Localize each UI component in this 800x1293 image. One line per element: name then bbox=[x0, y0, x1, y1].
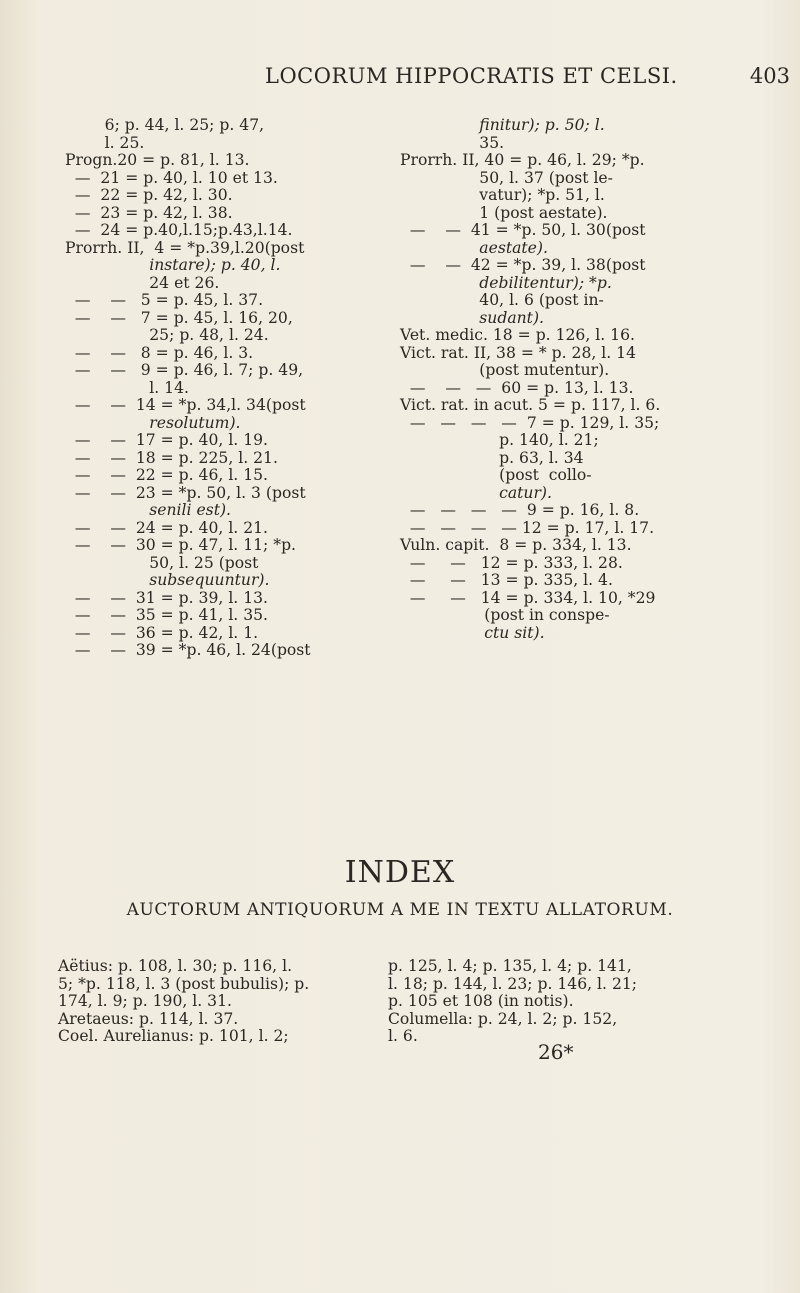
index-line: — — 17 = p. 40, l. 19. bbox=[65, 431, 269, 449]
index-line: aestate). bbox=[400, 238, 548, 257]
index-heading: INDEX bbox=[344, 855, 456, 890]
index-line: — — 42 = *p. 39, l. 38(post bbox=[400, 256, 646, 274]
index-line: — — 9 = p. 46, l. 7; p. 49, bbox=[65, 361, 304, 379]
index-line: — 24 = p.40,l.15;p.43,l.14. bbox=[65, 221, 293, 239]
index-line: 50, l. 25 (post bbox=[65, 553, 259, 572]
author-entry-line: l. 6. bbox=[388, 1027, 418, 1045]
index-line: — — 13 = p. 335, l. 4. bbox=[400, 571, 613, 589]
index-line: p. 140, l. 21; bbox=[400, 431, 599, 449]
index-line: (post collo- bbox=[400, 466, 592, 484]
index-line: finitur); p. 50; l. bbox=[400, 116, 605, 134]
index-line: — — 41 = *p. 50, l. 30(post bbox=[400, 221, 646, 239]
index-line: — — 30 = p. 47, l. 11; *p. bbox=[65, 536, 297, 554]
right-index-column bbox=[400, 117, 795, 642]
index-line: — — 23 = *p. 50, l. 3 (post bbox=[65, 483, 306, 502]
header-title: LOCORUM HIPPOCRATIS ET CELSI. bbox=[265, 64, 678, 88]
index-line: debilitentur); *p. bbox=[400, 273, 612, 292]
index-line: — — 7 = p. 45, l. 16, 20, bbox=[65, 308, 293, 327]
author-entry-line: Columella: p. 24, l. 2; p. 152, bbox=[388, 1009, 618, 1028]
index-line: resolutum). bbox=[65, 413, 241, 432]
index-line: — — 14 = p. 334, l. 10, *29 bbox=[400, 588, 656, 607]
index-line: l. 14. bbox=[65, 378, 189, 397]
authors-right-column bbox=[388, 958, 788, 1046]
index-line: 40, l. 6 (post in- bbox=[400, 291, 604, 309]
index-line: — — 24 = p. 40, l. 21. bbox=[65, 518, 269, 537]
index-line: — — 18 = p. 225, l. 21. bbox=[65, 448, 278, 467]
index-line: 35. bbox=[400, 133, 505, 152]
index-line: vatur); *p. 51, l. bbox=[400, 186, 605, 204]
index-line: instare); p. 40, l. bbox=[65, 256, 281, 274]
page-number: 403 bbox=[749, 64, 790, 88]
index-line: — — — — 7 = p. 129, l. 35; bbox=[400, 413, 660, 432]
index-line: — — 36 = p. 42, l. 1. bbox=[65, 623, 259, 642]
index-line: 50, l. 37 (post le- bbox=[400, 168, 613, 187]
author-entry-line: p. 105 et 108 (in notis). bbox=[388, 992, 574, 1010]
author-entry-line: p. 125, l. 4; p. 135, l. 4; p. 141, bbox=[388, 957, 632, 975]
index-line: 1 (post aestate). bbox=[400, 203, 608, 222]
index-line: Vuln. capit. 8 = p. 334, l. 13. bbox=[400, 536, 632, 554]
index-line: — — 8 = p. 46, l. 3. bbox=[65, 343, 254, 362]
index-line: — — 12 = p. 333, l. 28. bbox=[400, 553, 623, 572]
index-line: — 21 = p. 40, l. 10 et 13. bbox=[65, 168, 278, 187]
author-entry-line: Aretaeus: p. 114, l. 37. bbox=[58, 1009, 239, 1028]
index-line: — — — — 12 = p. 17, l. 17. bbox=[400, 518, 655, 537]
index-line: — — 31 = p. 39, l. 13. bbox=[65, 588, 269, 607]
author-entry-line: l. 18; p. 144, l. 23; p. 146, l. 21; bbox=[388, 974, 638, 993]
authors-left-column bbox=[58, 958, 378, 1046]
index-line: — — — 60 = p. 13, l. 13. bbox=[400, 378, 634, 397]
index-line: sudant). bbox=[400, 308, 544, 327]
index-line: Vict. rat. II, 38 = * p. 28, l. 14 bbox=[400, 343, 637, 362]
index-line: — — 22 = p. 46, l. 15. bbox=[65, 466, 269, 484]
index-line: — — 5 = p. 45, l. 37. bbox=[65, 291, 264, 309]
index-line: subsequuntur). bbox=[65, 571, 270, 589]
index-line: 24 et 26. bbox=[65, 273, 220, 292]
author-entry-line: 174, l. 9; p. 190, l. 31. bbox=[58, 992, 232, 1010]
index-line: Prorrh. II, 40 = p. 46, l. 29; *p. bbox=[400, 151, 645, 169]
index-line: — 22 = p. 42, l. 30. bbox=[65, 186, 233, 204]
index-line: Vet. medic. 18 = p. 126, l. 16. bbox=[400, 326, 635, 344]
index-line: Progn.20 = p. 81, l. 13. bbox=[65, 151, 250, 169]
index-line: l. 25. bbox=[65, 133, 145, 152]
index-line: — — 39 = *p. 46, l. 24(post bbox=[65, 641, 311, 659]
author-entry-line: Coel. Aurelianus: p. 101, l. 2; bbox=[58, 1027, 289, 1045]
index-line: ctu sit). bbox=[400, 623, 545, 642]
author-entry-line: 5; *p. 118, l. 3 (post bubulis); p. bbox=[58, 974, 310, 993]
running-header bbox=[120, 64, 790, 94]
index-line: catur). bbox=[400, 483, 552, 502]
left-index-column bbox=[65, 117, 400, 660]
index-line: — — 35 = p. 41, l. 35. bbox=[65, 606, 269, 624]
index-line: Vict. rat. in acut. 5 = p. 117, l. 6. bbox=[400, 396, 661, 414]
index-line: — — — — 9 = p. 16, l. 8. bbox=[400, 501, 640, 519]
index-line: — 23 = p. 42, l. 38. bbox=[65, 203, 233, 222]
index-line: 25; p. 48, l. 24. bbox=[65, 326, 269, 344]
index-line: (post mutentur). bbox=[400, 361, 610, 379]
index-line: p. 63, l. 34 bbox=[400, 448, 584, 467]
index-line: — — 14 = *p. 34,l. 34(post bbox=[65, 396, 306, 414]
index-line: (post in conspe- bbox=[400, 606, 610, 624]
printer-signature: 26* bbox=[538, 1040, 574, 1064]
index-line: senili est). bbox=[65, 501, 231, 519]
index-line: Prorrh. II, 4 = *p.39,l.20(post bbox=[65, 238, 305, 257]
index-subheading: AUCTORUM ANTIQUORUM A ME IN TEXTU ALLATORUM. bbox=[126, 900, 674, 920]
index-line: 6; p. 44, l. 25; p. 47, bbox=[65, 116, 265, 134]
author-entry-line: Aëtius: p. 108, l. 30; p. 116, l. bbox=[58, 957, 293, 975]
